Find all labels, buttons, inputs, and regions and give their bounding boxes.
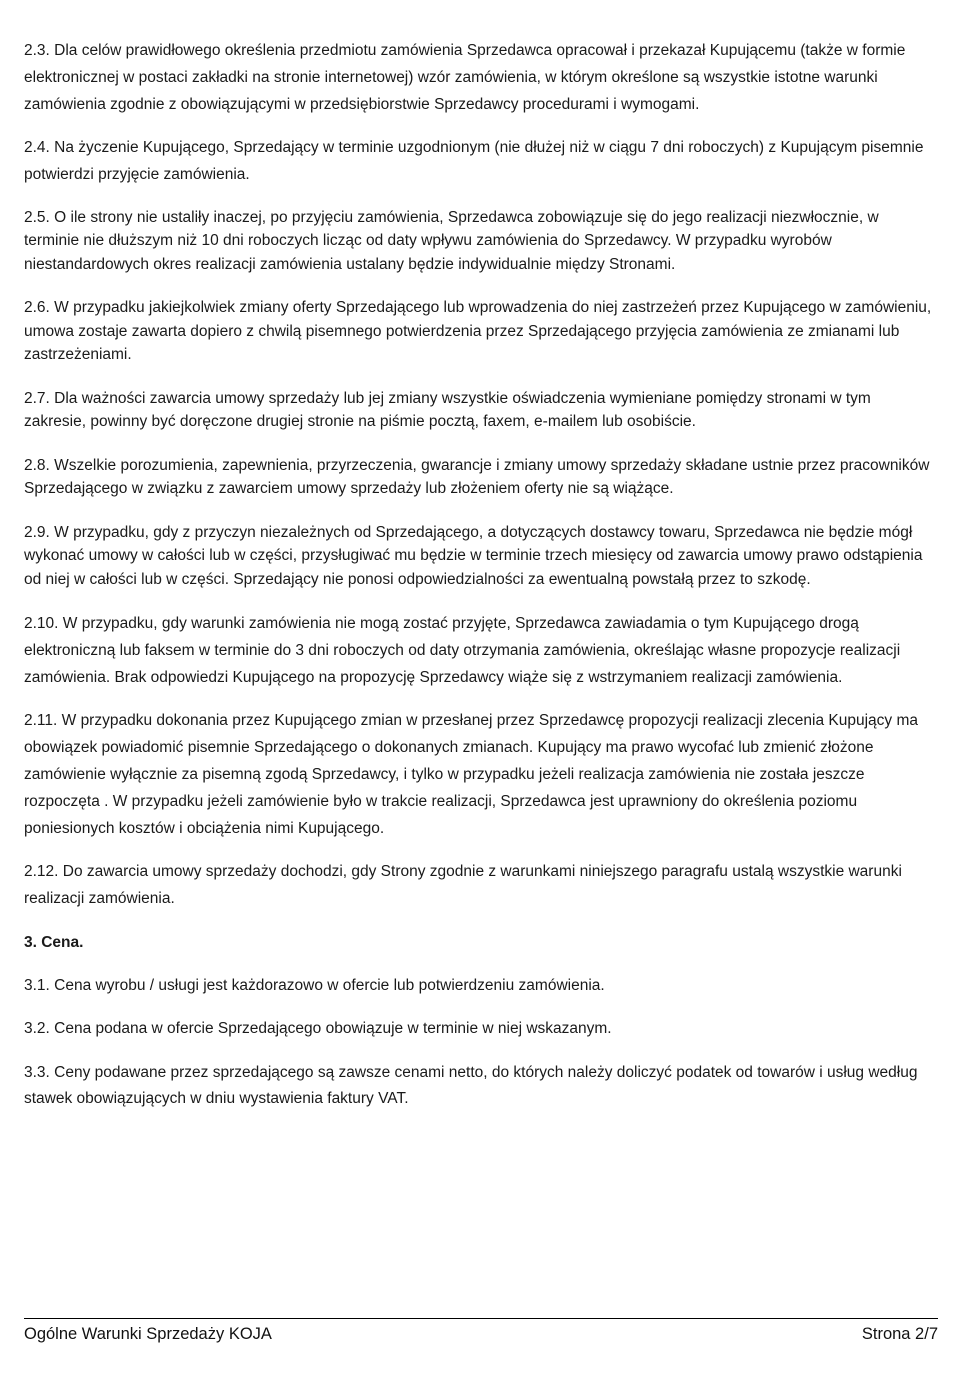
paragraph-2-7: 2.7. Dla ważności zawarcia umowy sprzedaży lub jej zmiany wszystkie oświadczenia wymieniane pomiędzy stronami w tym zakresie, powinny być doręczone drugiej stronie na piśmie pocztą, faxem, e-mailem lub osobiście. — [24, 389, 871, 431]
paragraph-2-11: 2.11. W przypadku dokonania przez Kupującego zmian w przesłanej przez Sprzedawcę propozycji realizacji zlecenia Kupujący ma obowiązek powiadomić pisemnie Sprzedającego o dokonanych zmianach. Kupujący ma prawo wycofać lub zmienić złożone zamówienie wyłącznie za pisemną zgodą Sprzedawcy, i tylko w przypadku jeżeli realizacja zamówienia nie została jeszcze rozpoczęta . W przypadku jeżeli zamówienie było w trakcie realizacji, Sprzedawca jest uprawniony do określenia poziomu poniesionych kosztów i obciążenia nimi Kupującego. — [24, 712, 919, 837]
paragraph-2-4: 2.4. Na życzenie Kupującego, Sprzedający w terminie uzgodnionym (nie dłużej niż w ciągu 7 dni roboczych) z Kupującym pisemnie potwierdzi przyjęcie zamówienia. — [24, 139, 924, 183]
paragraph-2-8: 2.8. Wszelkie porozumienia, zapewnienia, przyrzeczenia, gwarancje i zmiany umowy sprzedaży składane ustnie przez pracowników Sprzedającego w związku z zawarciem umowy sprzedaży lub złożeniem oferty nie są wiążące. — [24, 456, 930, 498]
paragraph-3-3: 3.3. Ceny podawane przez sprzedającego są zawsze cenami netto, do których należy doliczyć podatek od towarów i usług według stawek obowiązujących w dniu wystawienia faktury VAT. — [24, 1063, 918, 1108]
paragraph-3-2: 3.2. Cena podana w ofercie Sprzedającego obowiązuje w terminie w niej wskazanym. — [24, 1020, 612, 1038]
footer-document-title: Ogólne Warunki Sprzedaży KOJA — [24, 1325, 272, 1343]
footer-page-number: Strona 2/7 — [861, 1325, 938, 1343]
paragraph-2-3: 2.3. Dla celów prawidłowego określenia przedmiotu zamówienia Sprzedawca opracował i przekazał Kupującemu (także w formie elektronicznej w postaci zakładki na stronie internetowej) wzór zamówienia, w którym określone są wszystkie istotne warunki zamówienia zgodnie z obowiązującymi w przedsiębiorstwie Sprzedawcy procedurami i wymogami. — [24, 42, 906, 113]
page-footer — [24, 1318, 938, 1345]
document-body — [24, 38, 936, 1130]
paragraph-2-10: 2.10. W przypadku, gdy warunki zamówienia nie mogą zostać przyjęte, Sprzedawca zawiadamia o tym Kupującego drogą elektroniczną lub faksem w terminie do 3 dni roboczych od daty otrzymania zamówienia, określając własne propozycje realizacji zamówienia. Brak odpowiedzi Kupującego na propozycję Sprzedawcy wiąże się z wstrzymaniem realizacji zamówienia. — [24, 615, 901, 686]
paragraph-3-1: 3.1. Cena wyrobu / usługi jest każdorazowo w ofercie lub potwierdzeniu zamówienia. — [24, 976, 605, 994]
paragraph-2-12: 2.12. Do zawarcia umowy sprzedaży dochodzi, gdy Strony zgodnie z warunkami niniejszego paragrafu ustalą wszystkie warunki realizacji zamówienia. — [24, 863, 902, 908]
paragraph-2-6: 2.6. W przypadku jakiejkolwiek zmiany oferty Sprzedającego lub wprowadzenia do niej zastrzeżeń przez Kupującego w zamówieniu, umowa zostaje zawarta dopiero z chwilą pisemnego potwierdzenia przez Sprzedającego przyjęcia zamówienia ze zmianami lub zastrzeżeniami. — [24, 299, 932, 364]
paragraph-2-5: 2.5. O ile strony nie ustaliły inaczej, po przyjęciu zamówienia, Sprzedawca zobowiązuje się do jego realizacji niezwłocznie, w terminie nie dłuższym niż 10 dni roboczych licząc od daty wpływu zamówienia do Sprzedawcy. W przypadku wyrobów niestandardowych okres realizacji zamówienia ustalany będzie indywidualnie między Stronami. — [24, 208, 879, 273]
paragraph-2-9: 2.9. W przypadku, gdy z przyczyn niezależnych od Sprzedającego, a dotyczących dostawcy towaru, Sprzedawca nie będzie mógł wykonać umowy w całości lub w części, przysługiwać mu będzie w terminie trzech miesięcy od zawarcia umowy prawo odstąpienia od niej w całości lub w części. Sprzedający nie ponosi odpowiedzialności za ewentualną powstałą przez to szkodę. — [24, 523, 923, 588]
section-heading-cena: 3. Cena. — [24, 933, 84, 951]
